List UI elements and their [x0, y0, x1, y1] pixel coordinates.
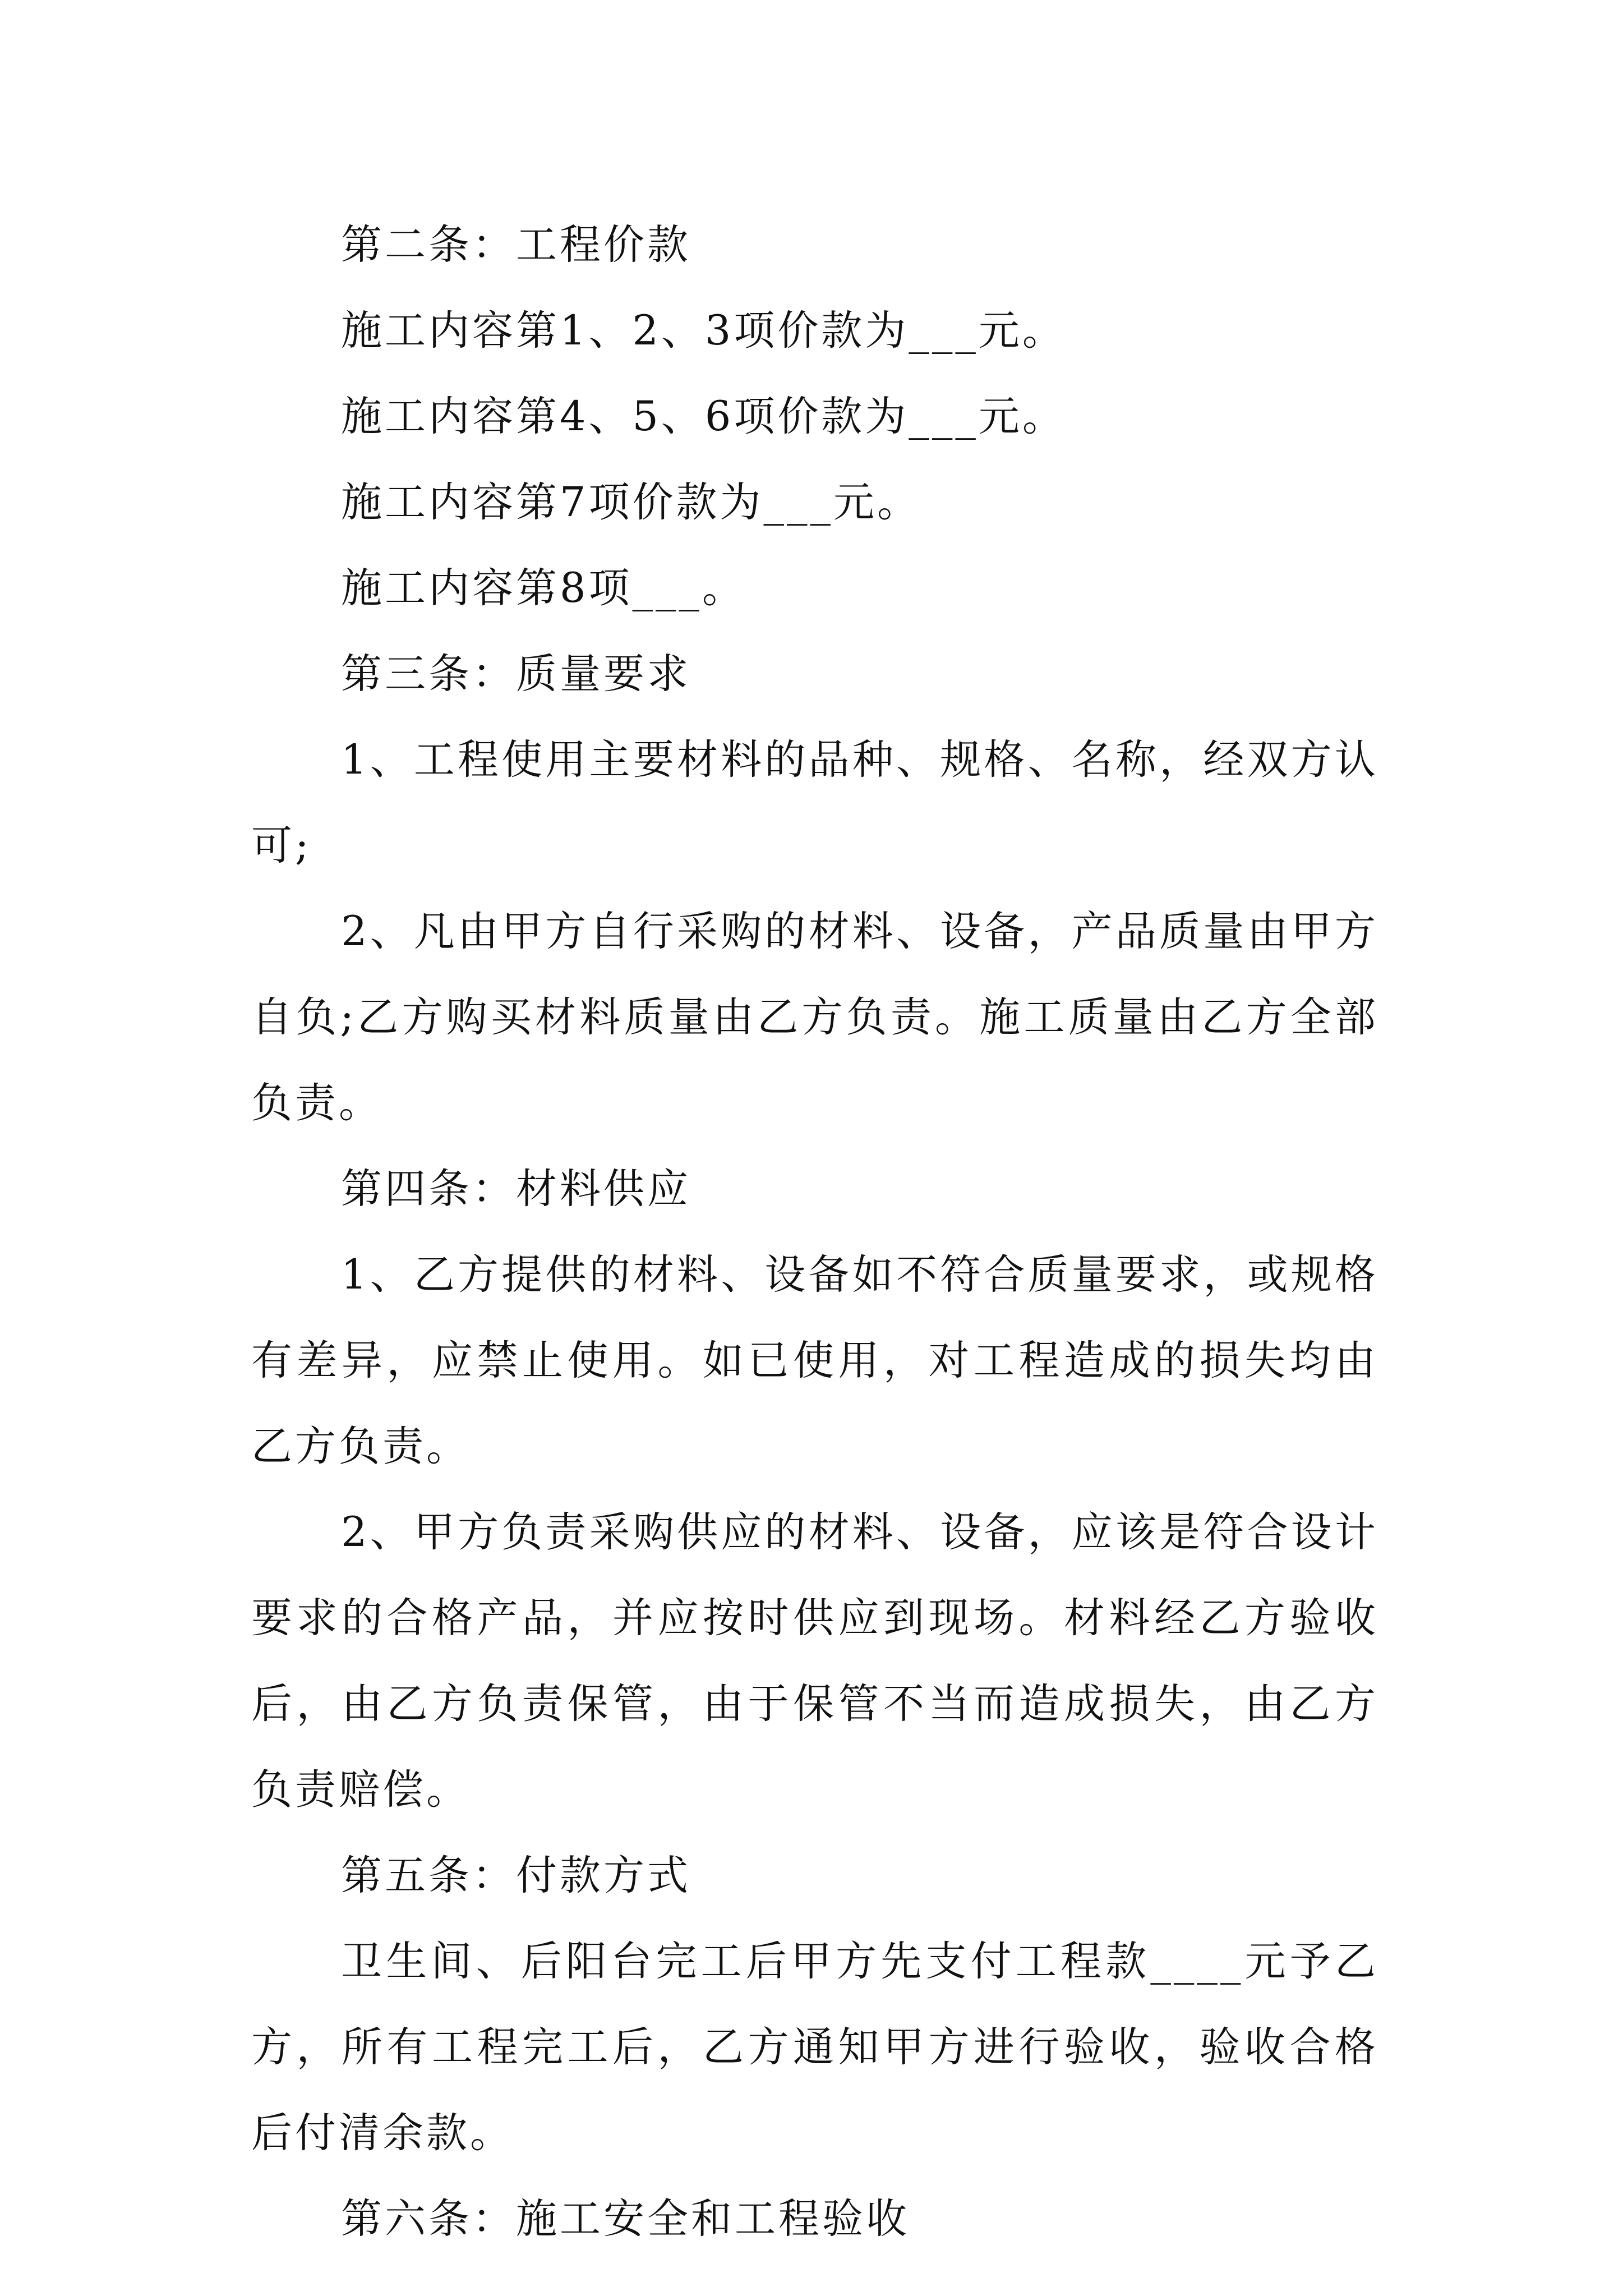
supply-clause-2: 2、甲方负责采购供应的材料、设备，应该是符合设计要求的合格产品，并应按时供应到现场。材料经乙方验收后，由乙方负责保管，由于保管不当而造成损失，由乙方负责赔偿。: [251, 1508, 1378, 1814]
price-item-7: 施工内容第7项价款为___元。: [341, 478, 921, 526]
article-4-heading: 第四条：材料供应: [341, 1165, 691, 1213]
article-5-heading: 第五条：付款方式: [341, 1852, 691, 1899]
article-2-heading: 第二条：工程价款: [341, 221, 691, 269]
price-items-1-3: 施工内容第1、2、3项价款为___元。: [341, 307, 1066, 355]
price-items-4-6: 施工内容第4、5、6项价款为___元。: [341, 393, 1066, 440]
article-6-heading: 第六条：施工安全和工程验收: [341, 2195, 910, 2243]
document-body: [251, 202, 1378, 2262]
payment-clause: 卫生间、后阳台完工后甲方先支付工程款____元予乙方，所有工程完工后，乙方通知甲方进行验收，验收合格后付清余款。: [251, 1938, 1378, 2157]
quality-clause-1: 1、工程使用主要材料的品种、规格、名称，经双方认可;: [251, 736, 1378, 869]
quality-clause-2: 2、凡由甲方自行采购的材料、设备，产品质量由甲方自负;乙方购买材料质量由乙方负责。施工质量由乙方全部负责。: [251, 908, 1378, 1127]
price-item-8: 施工内容第8项___。: [341, 564, 746, 612]
article-3-heading: 第三条：质量要求: [341, 650, 691, 698]
supply-clause-1: 1、乙方提供的材料、设备如不符合质量要求，或规格有差异，应禁止使用。如已使用，对工程造成的损失均由乙方负责。: [251, 1251, 1378, 1470]
